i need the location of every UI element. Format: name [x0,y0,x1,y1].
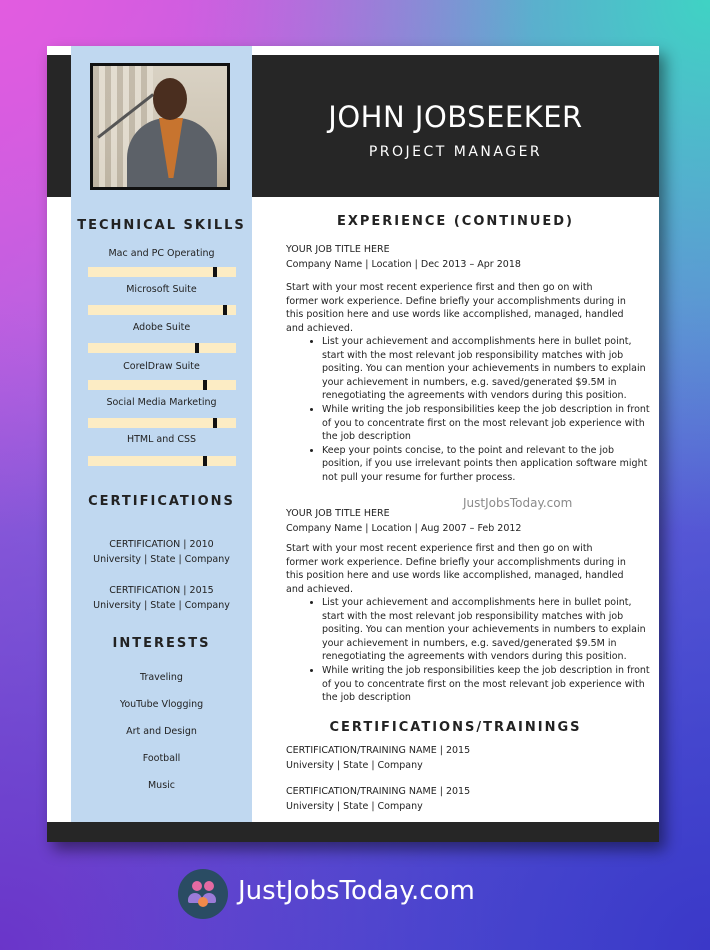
profile-photo [90,63,230,190]
interest-item: Football [142,753,181,764]
brand-logo-icon [178,869,228,919]
brand-name: JustJobsToday.com [238,876,475,906]
skill-bar [88,305,236,315]
skill-bar [88,267,236,277]
skill-label: HTML and CSS [126,434,197,445]
certifications-heading: CERTIFICATIONS [88,494,235,509]
skills-heading: TECHNICAL SKILLS [77,218,246,233]
certification-entry [71,583,252,613]
interest-item: YouTube Vlogging [119,699,204,710]
skill-bar [88,456,236,466]
training-title: CERTIFICATION/TRAINING NAME | 2015 [286,786,471,797]
skill-level-marker [203,380,207,390]
job-bullet: • While writing the job responsibilities keep the job description in front of you to concentrate first on the most relevant job experience with the job description [322,664,652,705]
skill-bar [88,418,236,428]
candidate-name: JOHN JOBSEEKER [328,100,583,134]
job-bullet: • List your achievement and accomplishments here in bullet point, start with the most relevant job responsibility matches with job positing. You can mention your achievements in numbers to explain your achievement in numbers, e.g. saved/generated $9.5M in renegotiating the agreements with vendors during this position. [322,596,652,664]
job-bullet: • List your achievement and accomplishments here in bullet point, start with the most relevant job responsibility matches with job positing. You can mention your achievements in numbers to explain your achievement in numbers, e.g. saved/generated $9.5M in renegotiating the agreements with vendors during this position. [322,335,652,403]
training-title: CERTIFICATION/TRAINING NAME | 2015 [286,745,471,756]
skill-label: Microsoft Suite [126,284,197,295]
certification-org: University | State | Company [93,600,230,611]
job-meta: Company Name | Location | Dec 2013 – Apr 2018 [286,259,521,270]
job-bullet: • While writing the job responsibilities keep the job description in front of you to concentrate first on the most relevant job experience with the job description [322,403,652,444]
job-bullets [304,596,652,705]
skill-bar [88,343,236,353]
job-summary: Start with your most recent experience first and then go on with former work experience. Define briefly your accomplishments during in this position here and use words like accomplished, managed, handled and achieved. [286,543,626,595]
candidate-role: PROJECT MANAGER [368,144,543,160]
training-org: University | State | Company [286,760,423,771]
training-org: University | State | Company [286,801,423,812]
skill-bar [88,380,236,390]
trainings-heading: CERTIFICATIONS/TRAININGS [329,720,582,735]
skill-label: Mac and PC Operating [108,248,215,259]
certification-title: CERTIFICATION | 2010 [109,539,214,550]
job-title: YOUR JOB TITLE HERE [286,244,390,255]
interests-heading: INTERESTS [112,636,211,651]
skill-label: Adobe Suite [132,322,191,333]
certification-entry [71,537,252,567]
skill-label: Social Media Marketing [106,397,217,408]
skill-level-marker [213,267,217,277]
job-title: YOUR JOB TITLE HERE [286,508,390,519]
skill-level-marker [223,305,227,315]
interest-item: Art and Design [126,726,197,737]
skill-level-marker [203,456,207,466]
job-bullets [304,335,652,485]
job-meta: Company Name | Location | Aug 2007 – Feb 2012 [286,523,522,534]
resume-page [47,46,659,842]
skill-level-marker [195,343,199,353]
footer-band [47,822,659,842]
certification-title: CERTIFICATION | 2015 [109,585,214,596]
certification-org: University | State | Company [93,554,230,565]
watermark: JustJobsToday.com [463,496,573,510]
skill-label: CorelDraw Suite [123,361,200,372]
experience-heading: EXPERIENCE (CONTINUED) [336,214,575,229]
job-bullet: • Keep your points concise, to the point and relevant to the job position, if you use irrelevant points then application software might not pull your resume for further process. [322,444,652,485]
interest-item: Music [147,780,176,791]
job-summary: Start with your most recent experience first and then go on with former work experience. Define briefly your accomplishments during in this position here and use words like accomplished, managed, handled and achieved. [286,282,626,334]
interest-item: Traveling [140,672,183,683]
skill-level-marker [213,418,217,428]
